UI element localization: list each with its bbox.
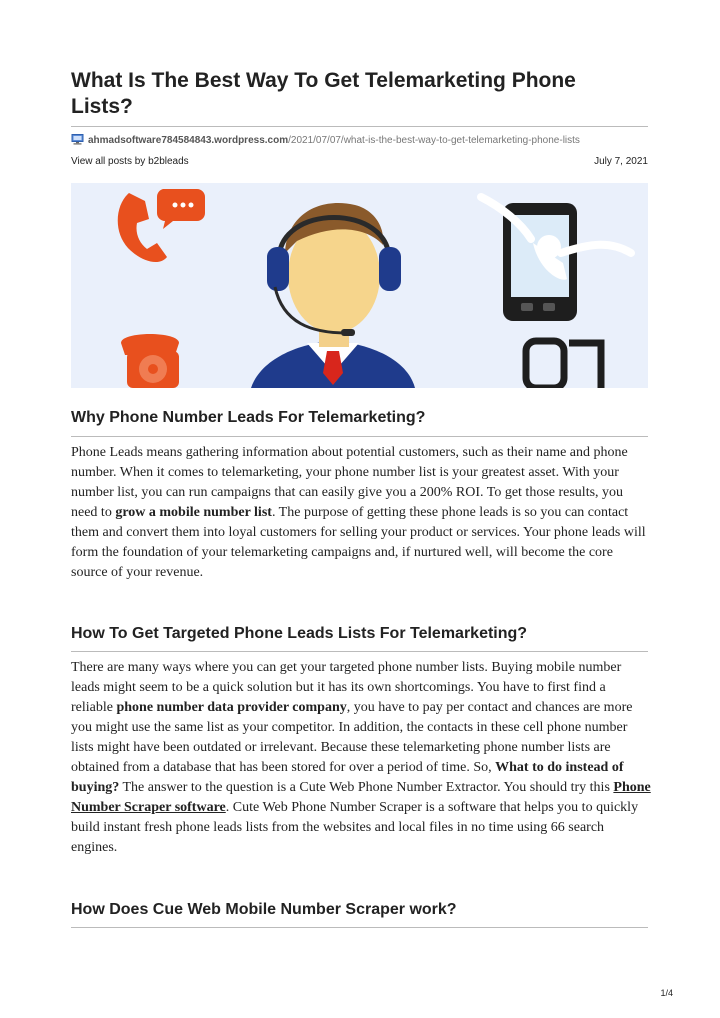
title-divider xyxy=(71,126,648,127)
bold-phrase: phone number data provider company xyxy=(116,700,347,715)
telemarketing-illustration xyxy=(71,183,648,388)
section-heading-1: Why Phone Number Leads For Telemarketing? xyxy=(71,409,426,426)
source-url[interactable] xyxy=(71,134,580,146)
bold-phrase: grow a mobile number list xyxy=(115,505,272,520)
section-paragraph-2: There are many ways where you can get your targeted phone number lists. Buying mobile number leads might seem to be a quick solution but it has its own shortcomings. You have to first find a reliable phone number data provider company, you have to pay per contact and chances are more you might use the same list as your competitor. In addition, the contacts in these cell phone number lists might have been outdated or irrelevant. Because these telemarketing phone number lists are obtained from a database that has been stored for over a period of time. So, What to do instead of buying? The answer to the question is a Cute Web Phone Number Extractor. You should try this Phone Number Scraper software. Cute Web Phone Number Scraper is a software that helps you to quickly build instant fresh phone leads lists from the websites and local files in no time using 66 search engines. xyxy=(71,660,651,855)
post-date: July 7, 2021 xyxy=(594,156,648,167)
section-divider-1 xyxy=(71,436,648,437)
hero-image xyxy=(71,183,648,388)
section-heading-2: How To Get Targeted Phone Leads Lists For Telemarketing? xyxy=(71,625,528,642)
page-number: 1/4 xyxy=(660,988,673,998)
scraper-software-link[interactable]: Phone Number Scraper software xyxy=(71,780,651,815)
section-divider-3 xyxy=(71,927,648,928)
section-heading-3: How Does Cue Web Mobile Number Scraper work? xyxy=(71,901,457,918)
monitor-icon xyxy=(71,134,84,145)
rotary-phone-icon xyxy=(121,334,179,388)
author-link[interactable]: View all posts by b2bleads xyxy=(71,156,189,167)
article-title: What Is The Best Way To Get Telemarketing Phone Lists? xyxy=(71,69,576,118)
source-host: ahmadsoftware784584843.wordpress.com xyxy=(88,135,289,146)
source-path: /2021/07/07/what-is-the-best-way-to-get-telemarketing-phone-lists xyxy=(288,135,580,146)
post-meta xyxy=(71,156,648,167)
bold-question: What to do instead of buying? xyxy=(71,760,624,795)
section-divider-2 xyxy=(71,651,648,652)
section-paragraph-1: Phone Leads means gathering information about potential customers, such as their name and phone number. When it comes to telemarketing, your phone number list is your greatest asset. With your number list, you can run campaigns that can easily give you a 200% ROI. To get those results, you need to grow a mobile number list. The purpose of getting these phone leads is so you can contact them and convert them into loyal customers for selling your product or services. Your phone leads will form the foundation of your telemarketing campaigns and, if nurtured well, will become the core source of your revenue. xyxy=(71,445,646,580)
